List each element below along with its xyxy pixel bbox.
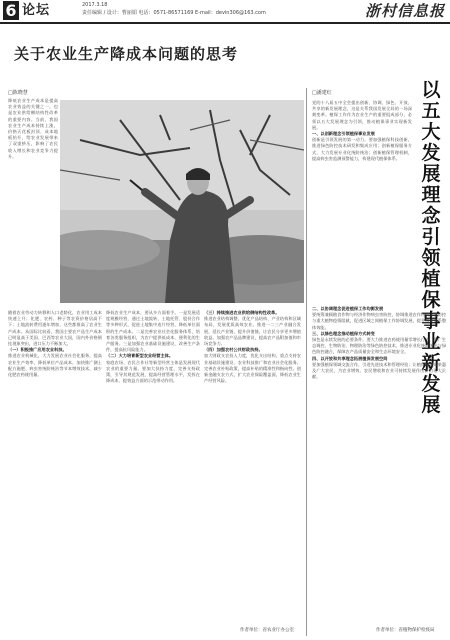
intro-text: 降低农业生产成本是提高农业效益的关键之一，也是农业供给侧结构性改革的重要内容。当前，我国农业生产成本持续上涨，价格天花板封顶、成本地板抬升，给农业发展带来了双重挤压，影响了农民收入增长和农业竞争力提升。 xyxy=(8,98,58,159)
column1-subheading: （一）积极推广应用农业科技。 xyxy=(8,347,67,353)
title-char: 发 xyxy=(421,142,441,164)
column2-text: 降低农业生产成本，要从多方面着手。一是发展适度规模经营，通过土地流转、土地托管、股份合作等多种形式，促进土地集中连片经营，降低单位面积的生产成本。二是完善农业社会化服务体系，培育各类服务组织，为农户提供低成本、便利化的生产服务。三是加强农业基础设施建设，改善生产条件，提高抗风险能力。 xyxy=(106,310,200,353)
article2-subheading2: 二、以协调理念促进植保工作均衡发展 xyxy=(312,306,384,311)
article1-photo xyxy=(60,100,304,303)
article2-text1: 党的十八届五中全会提出创新、协调、绿色、开放、共享的新发展理念，这是关系我国发展全局的一场深刻变革。植保工作作为农业生产的重要组成部分，必须以五大发展理念为引领，推动植保事业实现新发展。 xyxy=(312,100,412,130)
title-char: 保 xyxy=(421,289,441,311)
article2-text4: 绿色是永续发展的必要条件。要大力推进农药使用量零增长行动，推广生态调控、生物防治、物理防治等绿色防控技术，推进专业化统防统治与绿色防控融合，保障农产品质量安全和生态环境安全。 xyxy=(312,337,446,355)
title-char: 展 xyxy=(421,394,441,416)
article2-top-column xyxy=(312,100,412,300)
title-char: 引 xyxy=(421,226,441,248)
editor-info: 责任编辑 / 设计：曹丽娟 电话：0571-86571169 E-mail：devin306@163.com xyxy=(82,10,266,16)
newspaper-masthead: 浙村信息报 xyxy=(364,2,445,20)
article2-byline: □潘建红 xyxy=(312,90,332,96)
title-char: 事 xyxy=(421,310,441,332)
title-char: 念 xyxy=(421,205,441,227)
title-char: 展 xyxy=(421,163,441,185)
issue-date: 2017.3.18 xyxy=(82,2,108,8)
column3-text: 推进农业结构调整，优化产品结构、产业结构和区域布局，发展优质高效农业。推进一二三产业融合发展，延长产业链、提升价值链，让农民分享更多增值收益。加强农产品品牌建设，提高农产品附加值和市场竞争力。 xyxy=(204,316,301,347)
article2-subheading3: 三、以绿色理念推动植保方式转变 xyxy=(312,330,375,336)
article1-byline: □陈晓慧 xyxy=(8,90,28,96)
title-char: 大 xyxy=(421,121,441,143)
title-char: 业 xyxy=(421,331,441,353)
section-title: 论坛 xyxy=(22,3,51,18)
title-char: 领 xyxy=(421,247,441,269)
column1-text2: 推进农业机械化，大力发展农业社会化服务，提高农业生产效率，降低单位产品成本。加快推广测土配方施肥、病虫害统防统治等节本增效技术，减少化肥农药使用量。 xyxy=(8,353,102,378)
article2-subheading4: 四、以开放和共享理念拓展植保发展空间 xyxy=(312,355,388,361)
column3-subheading: （三）持续推进农业供给侧结构性改革。 xyxy=(204,310,280,315)
title-char: 五 xyxy=(421,100,441,122)
article2-subheading1: 一、以创新理念引领植保事业发展 xyxy=(312,131,375,137)
column2-text2: 家庭农场、农民合作社等新型经营主体是发展现代农业的重要力量。要加大扶持力度，完善支持政策，引导其规范发展，提高经营管理水平，发挥在降成本、提效益方面的示范带动作用。 xyxy=(106,359,200,384)
title-char: 新 xyxy=(421,352,441,374)
column3-subheading2: （四）加强农村公共财政扶持。 xyxy=(204,347,263,353)
title-char: 植 xyxy=(421,268,441,290)
article1-title: 关于农业生产降成本问题的思考 xyxy=(14,45,239,63)
column3-text2: 加大财政支农投入力度，优化支出结构，重点支持农业基础设施建设、农业科技推广和农业社会化服务。完善农业补贴政策，提高补贴的精准性和指向性。创新金融支农方式，扩大农业保险覆盖面，降低农业生产经营风险。 xyxy=(204,353,301,384)
article1-author: 作者单位：省农业厅办公室 xyxy=(240,628,294,633)
article2-text2: 创新是引领发展的第一动力。要加强植保科技创新，推进绿色防控技术研发和集成应用；创新植保服务方式，大力发展专业化统防统治；创新植保管理机制，提高病虫害监测预警能力，构建现代植保体系。 xyxy=(312,137,412,161)
article2-text5: 要加强植保领域交流合作，引进先进技术和管理经验；让植保发展成果惠及广大农民，为农业增效、农民增收和农业可持续发展作出新的更大贡献。 xyxy=(312,361,446,380)
header-rule xyxy=(0,22,450,24)
article2-author: 作者单位：省植物保护检疫局 xyxy=(376,628,435,633)
page-header xyxy=(0,0,450,22)
column1-text: 随着农业劳动力转移和人口老龄化，农业用工成本快速上升；化肥、农药、种子等农资价格居高不下；土地流转费用逐年增加，这些都推高了农业生产成本。从国际比较看，我国主要农产品生产成本已明显高于美国、巴西等农业大国，国内外价格倒挂现象突出，进口压力不断加大。 xyxy=(8,310,102,347)
column2-subheading: （二）大力培育新型农业经营主体。 xyxy=(106,353,174,359)
article1-column2 xyxy=(106,310,200,636)
title-char: 发 xyxy=(421,373,441,395)
title-char: 以 xyxy=(421,79,441,101)
article1-column3 xyxy=(204,310,301,628)
article1-intro xyxy=(8,98,58,303)
article2-bottom-column xyxy=(312,306,446,628)
article1-column1 xyxy=(8,310,102,636)
column-divider xyxy=(306,88,307,636)
title-char: 理 xyxy=(421,184,441,206)
farmer-pruning-tree-image xyxy=(60,100,304,303)
article2-text3: 要统筹兼顾粮食作物与经济作物病虫害防控，协调推进农作物病虫害防控与重大植物疫情阻截，促进区域之间植保工作协调发展，提升植保体系整体效能。 xyxy=(312,312,446,330)
page-number: 6 xyxy=(3,1,19,20)
